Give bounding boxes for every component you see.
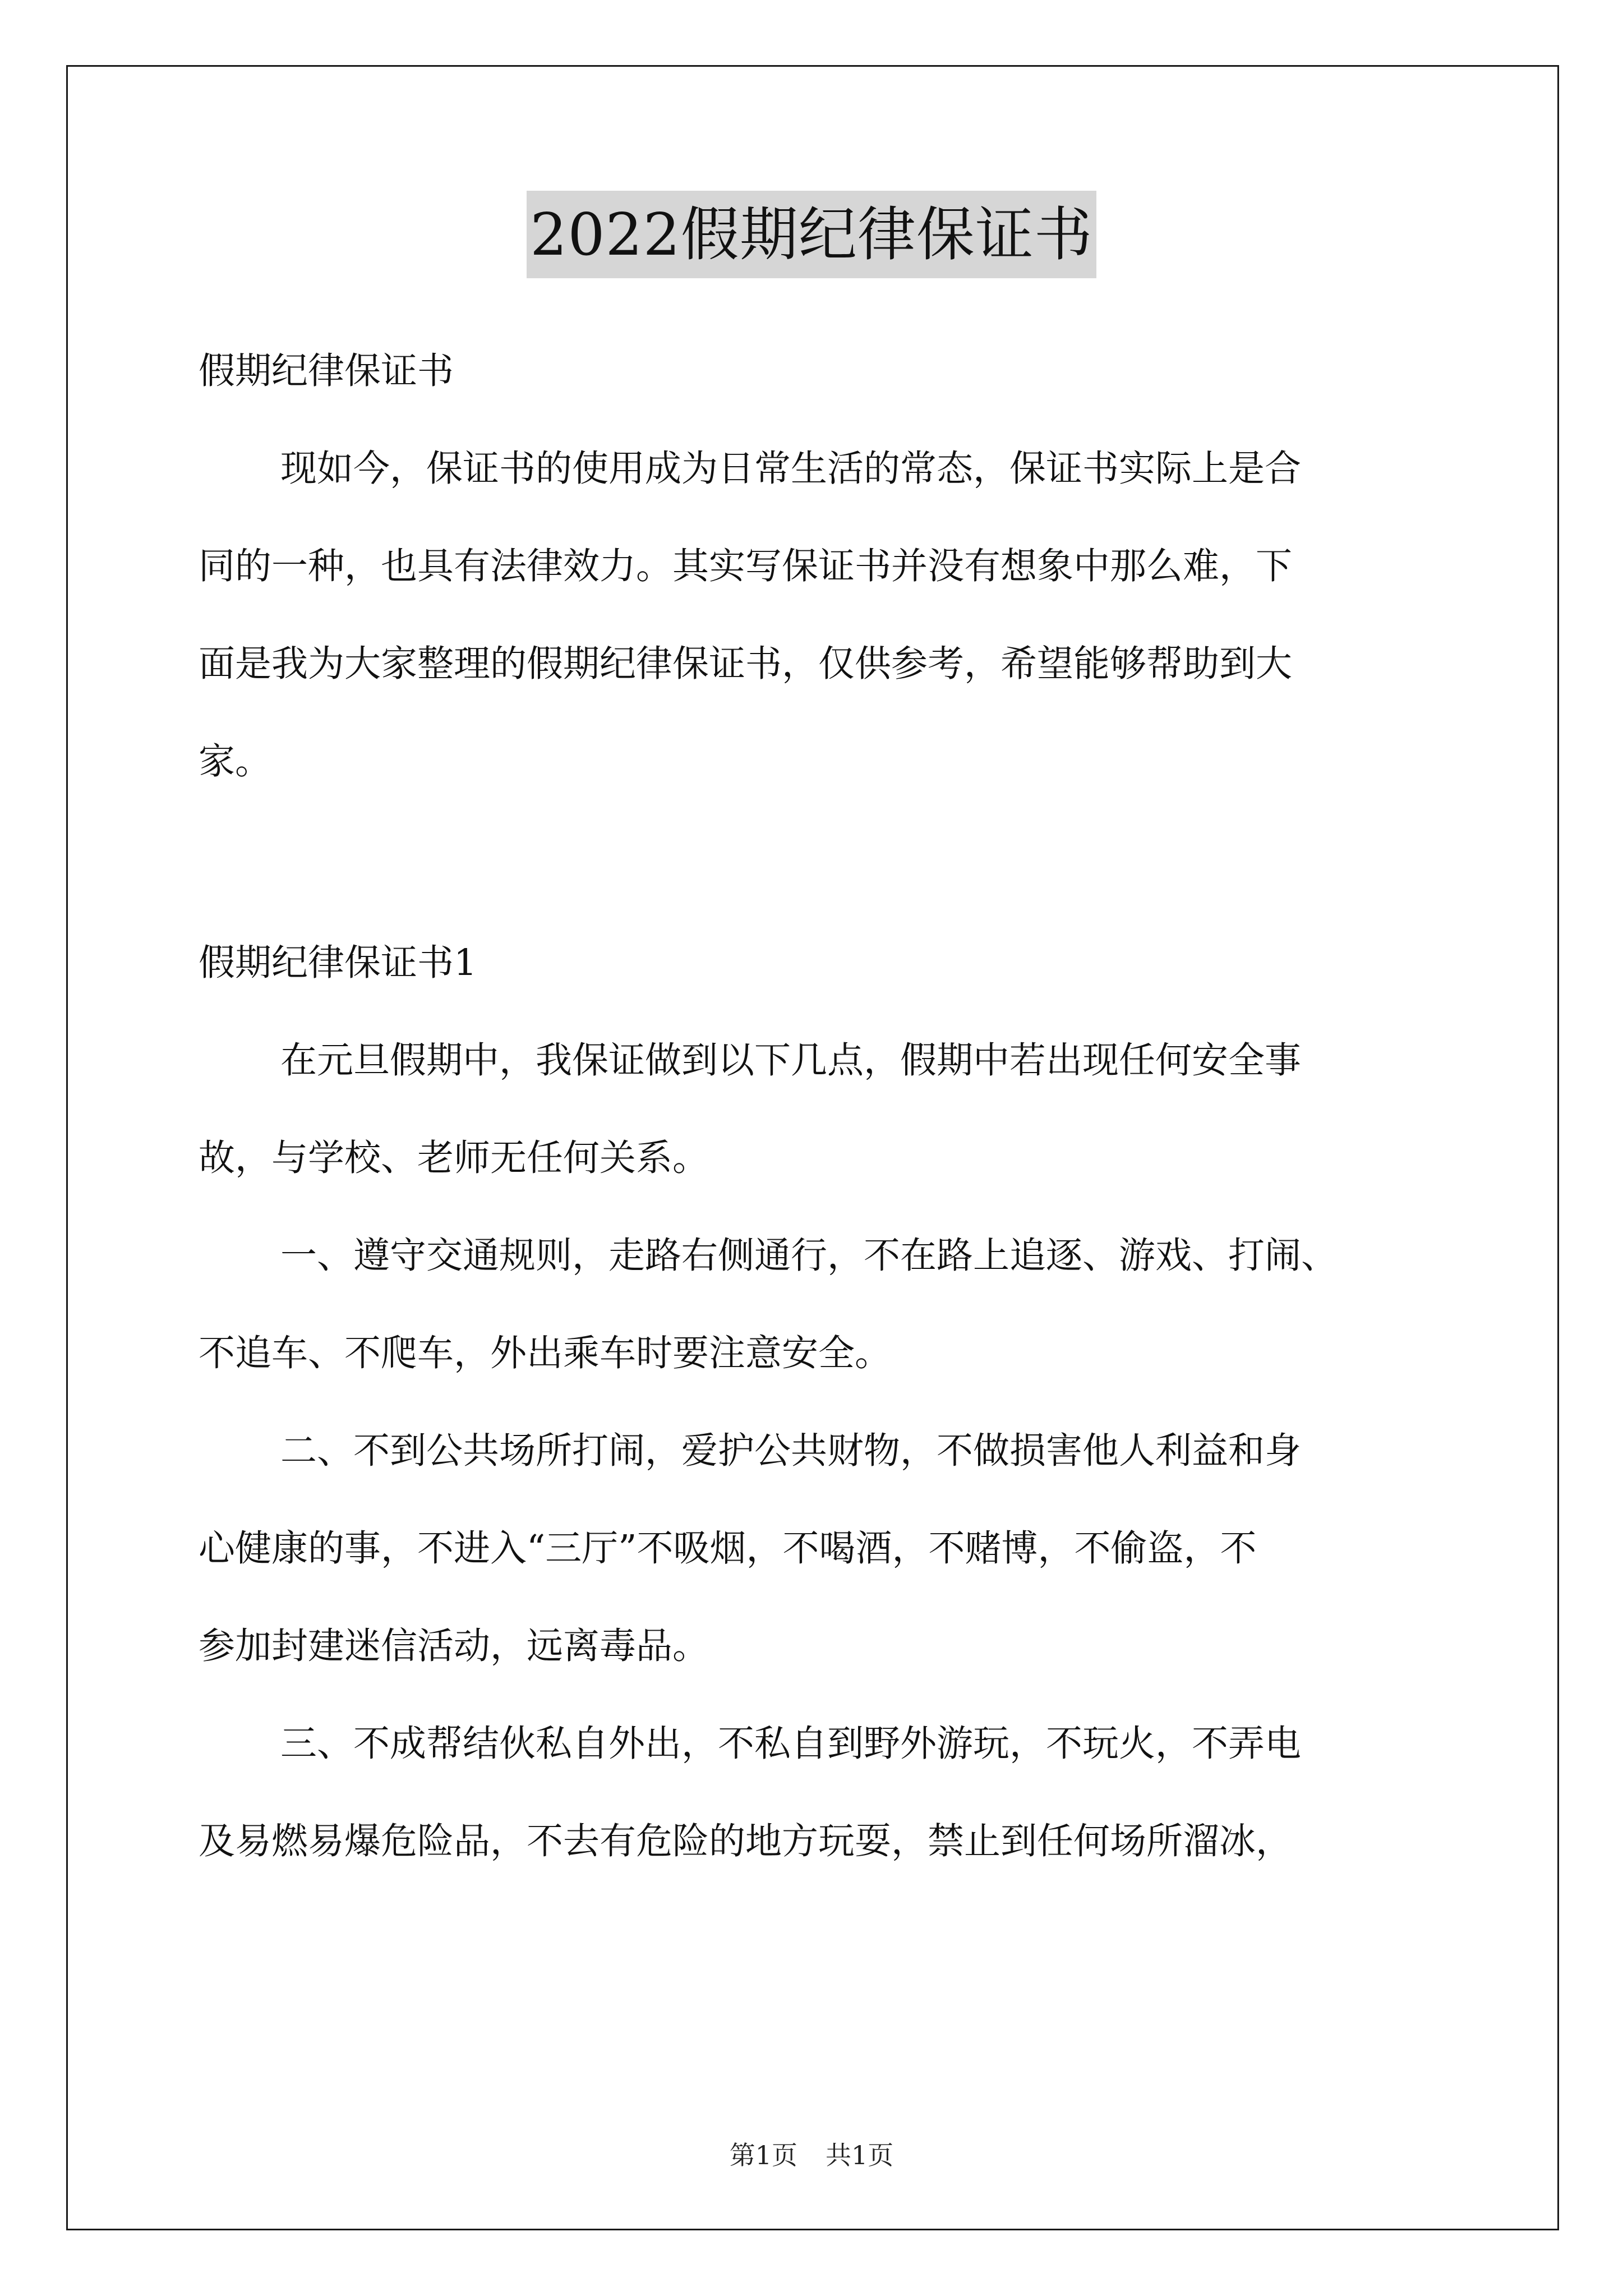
- section-heading: 假期纪律保证书: [199, 350, 454, 392]
- document-title: 2022假期纪律保证书: [527, 191, 1096, 278]
- paragraph-line: 参加封建迷信活动，远离毒品。: [199, 1625, 709, 1667]
- paragraph-line: 同的一种，也具有法律效力。其实写保证书并没有想象中那么难，下: [199, 545, 1293, 587]
- page-number: 第1页: [729, 2140, 797, 2170]
- title-wrap: [0, 191, 1623, 278]
- document-body: [199, 323, 1432, 1890]
- page-footer: [0, 2138, 1623, 2172]
- paragraph-line: 家。: [199, 740, 272, 783]
- section-heading: 假期纪律保证书1: [199, 942, 477, 984]
- paragraph-line: 三、不成帮结伙私自外出，不私自到野外游玩，不玩火，不弄电: [280, 1723, 1302, 1765]
- paragraph-line: 及易燃易爆危险品，不去有危险的地方玩耍，禁止到任何场所溜冰，: [199, 1820, 1293, 1862]
- page-total: 共1页: [826, 2140, 894, 2170]
- paragraph-line: 在元旦假期中，我保证做到以下几点，假期中若出现任何安全事: [280, 1039, 1302, 1082]
- paragraph-line: 心健康的事，不进入“三厅”不吸烟，不喝酒，不赌博，不偷盗，不: [199, 1527, 1257, 1570]
- paragraph-line: 二、不到公共场所打闹，爱护公共财物，不做损害他人利益和身: [280, 1430, 1302, 1472]
- paragraph-line: 面是我为大家整理的假期纪律保证书，仅供参考，希望能够帮助到大: [199, 643, 1293, 685]
- paragraph-line: 故，与学校、老师无任何关系。: [199, 1137, 709, 1179]
- spacer: [199, 811, 1432, 914]
- paragraph-line: 现如今，保证书的使用成为日常生活的常态，保证书实际上是合: [280, 448, 1302, 490]
- paragraph-line: 一、遵守交通规则，走路右侧通行，不在路上追逐、游戏、打闹、: [280, 1235, 1338, 1277]
- paragraph-line: 不追车、不爬车，外出乘车时要注意安全。: [199, 1332, 892, 1374]
